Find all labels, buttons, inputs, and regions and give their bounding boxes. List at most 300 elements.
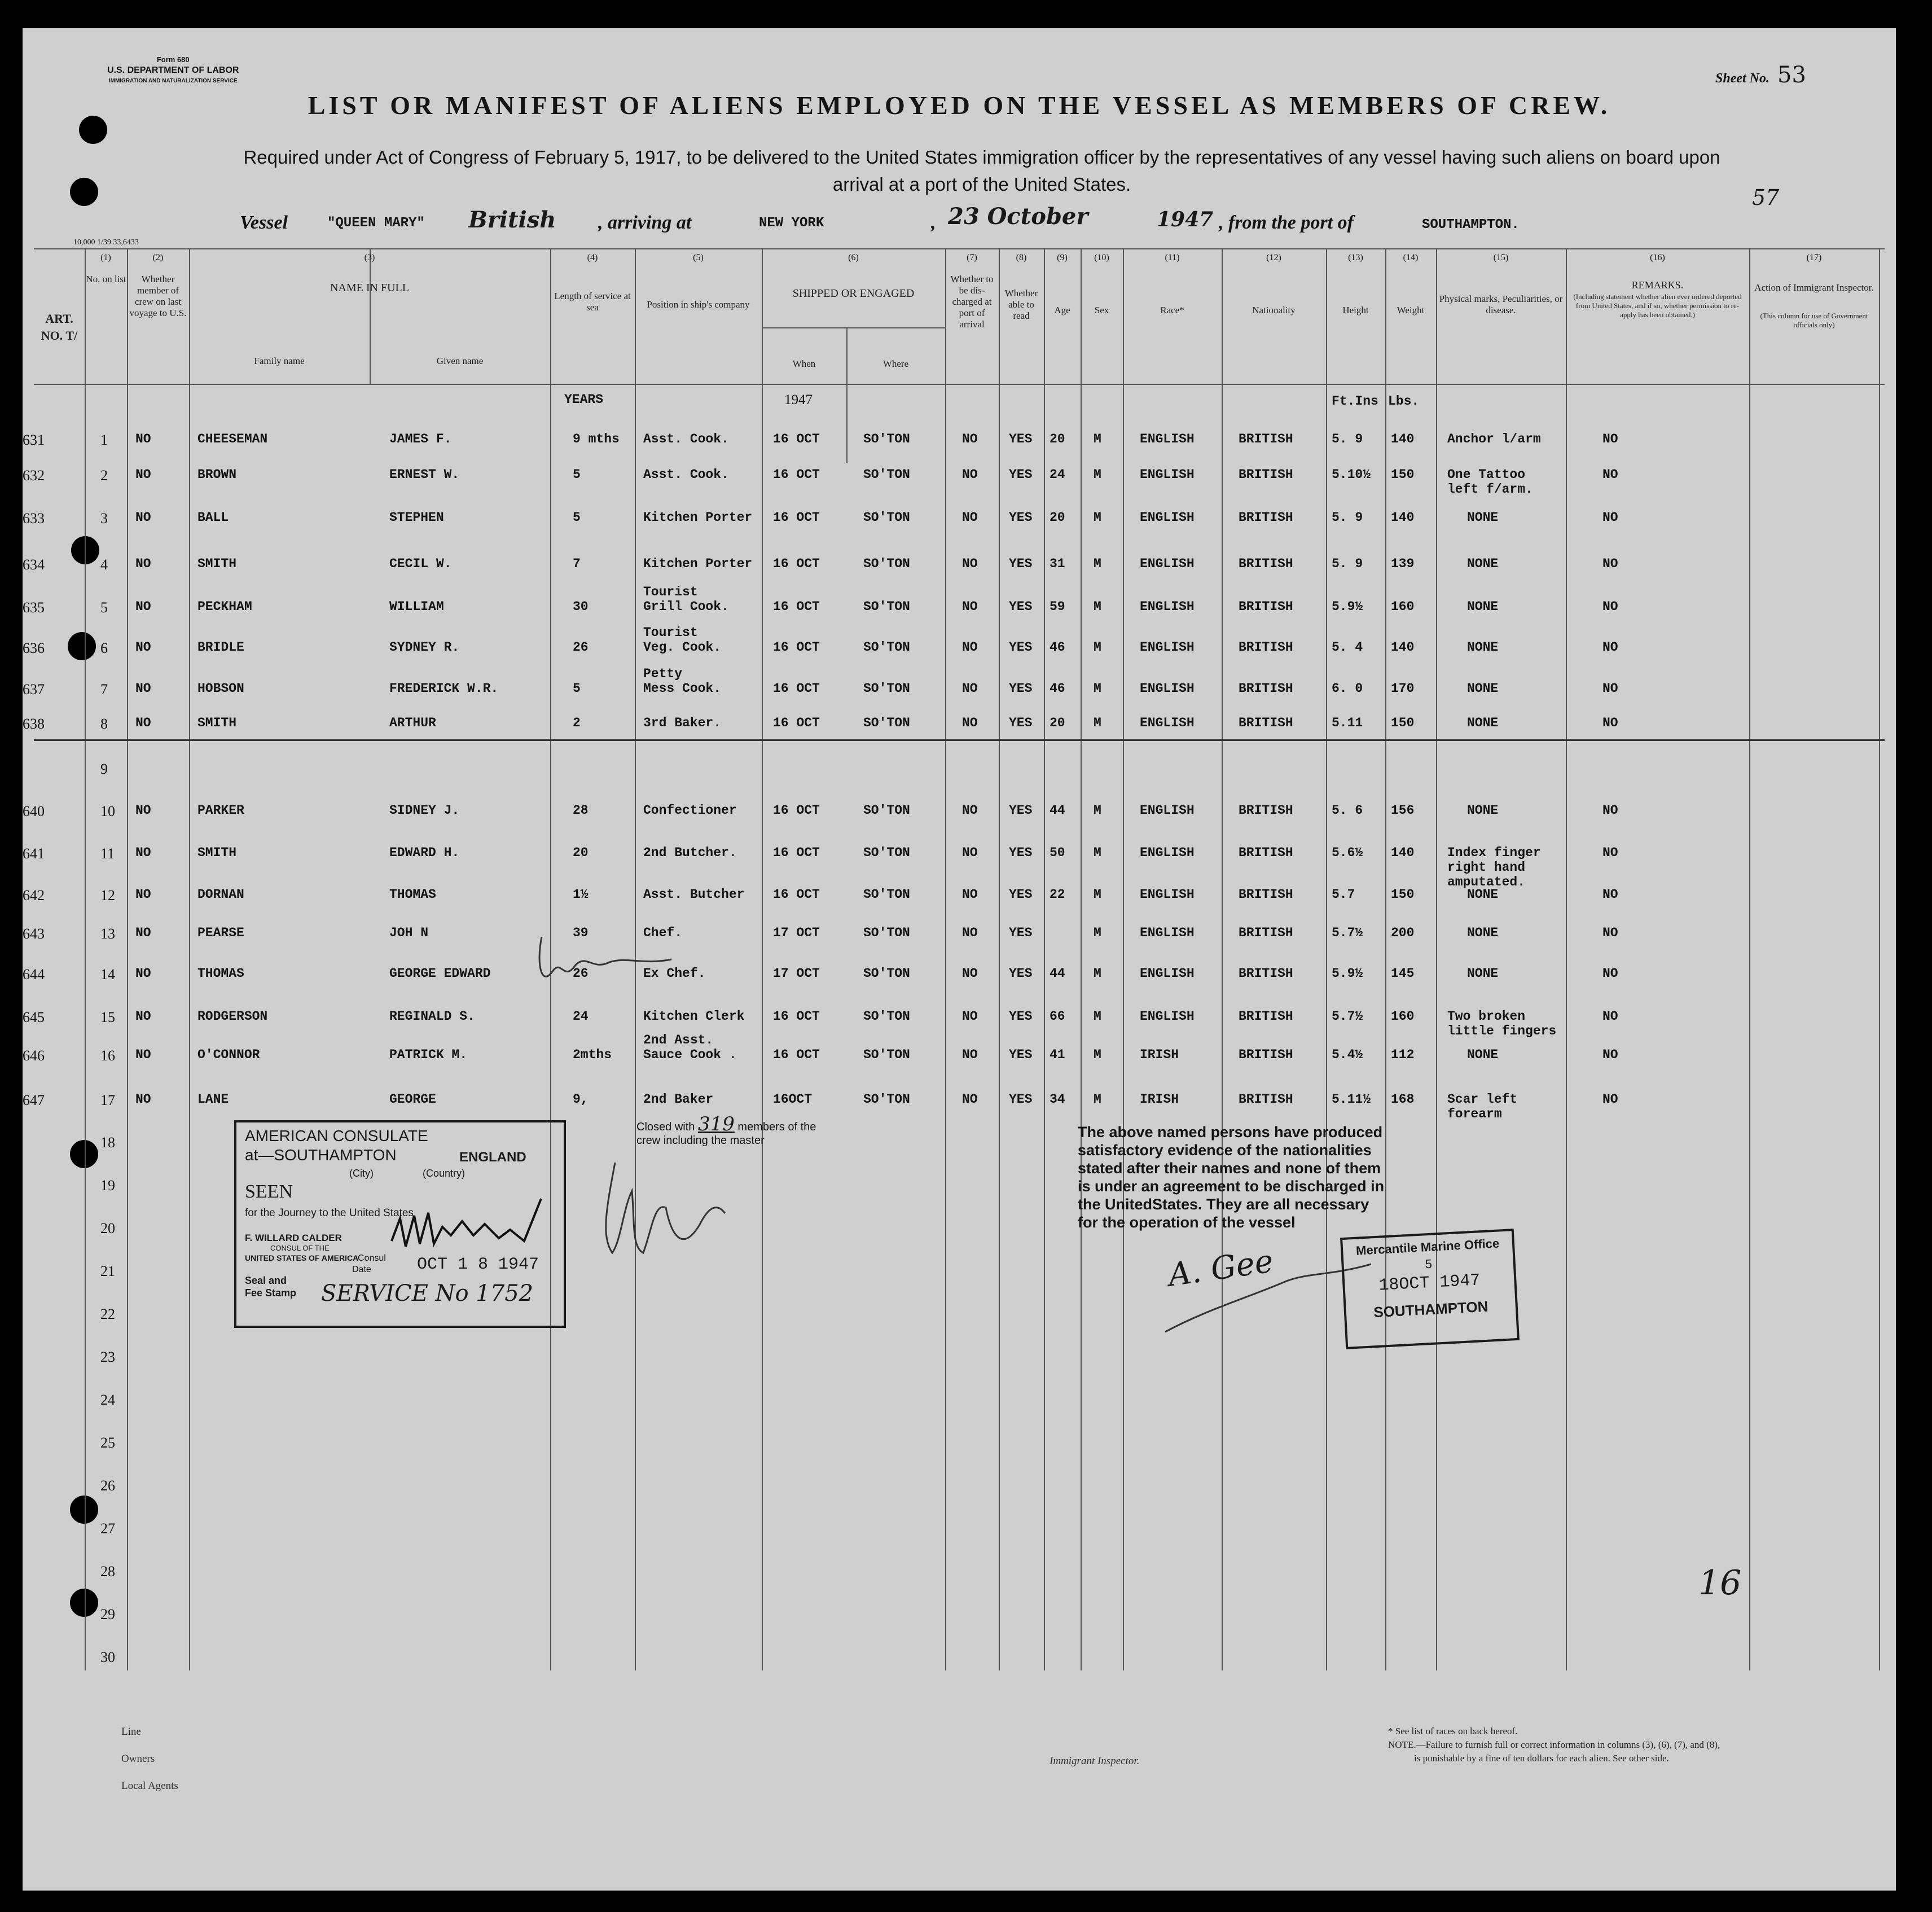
cell-height: 6. 0 (1332, 681, 1363, 696)
page-subtitle: Required under Act of Congress of February 5, 1917, to be delivered to the United States immigration officer by the representatives of any vessel having such aliens on board upon arrival at a port of the United States. (243, 147, 1720, 195)
cell-art: 646 (23, 1047, 45, 1064)
cell-where: SO'TON (863, 966, 910, 981)
form-number: Form 680 (156, 55, 190, 64)
cell-sex: M (1094, 599, 1101, 614)
cell-position: Kitchen Porter (643, 556, 753, 571)
cell-no: 7 (100, 681, 108, 698)
cell-no: 11 (100, 845, 115, 862)
cell-sex: M (1094, 467, 1101, 482)
cell-height: 5.11 (1332, 716, 1363, 730)
empty-row-number: 24 (100, 1392, 115, 1408)
cell-prev: NO (135, 845, 151, 860)
cell-disch: NO (962, 1009, 978, 1024)
cell-where: SO'TON (863, 803, 910, 818)
cell-position-line1: 2nd Asst. (643, 1033, 714, 1047)
cell-art: 643 (23, 926, 45, 942)
service: IMMIGRATION AND NATURALIZATION SERVICE (108, 78, 238, 84)
col-position: Position in ship's company (647, 299, 750, 310)
cell-disch: NO (962, 1047, 978, 1062)
cell-disch: NO (962, 1092, 978, 1107)
cell-read: YES (1009, 556, 1033, 571)
col-discharged: Whether to be dis-charged at port of arrival (950, 274, 994, 330)
cell-physical-marks: NONE (1467, 599, 1499, 614)
cell-prev: NO (135, 1009, 151, 1024)
col-action: Action of Immigrant Inspector. (1754, 282, 1874, 293)
cell-race: ENGLISH (1140, 716, 1195, 730)
cell-prev: NO (135, 467, 151, 482)
col-sex: Sex (1094, 305, 1109, 315)
cell-length: 7 (573, 556, 581, 571)
cell-where: SO'TON (863, 640, 910, 655)
cell-given: ERNEST W. (389, 467, 460, 482)
cell-read: YES (1009, 803, 1033, 818)
vessel-label: Vessel (240, 212, 288, 233)
cell-position: 3rd Baker. (643, 716, 722, 730)
cell-age: 24 (1050, 467, 1065, 482)
cell-no: 14 (100, 966, 115, 983)
cell-art: 636 (23, 640, 45, 656)
cell-where: SO'TON (863, 1092, 910, 1107)
cell-nat: BRITISH (1239, 845, 1293, 860)
arriving-port: NEW YORK (759, 216, 824, 231)
cell-family: PARKER (197, 803, 244, 818)
form-header (107, 54, 239, 86)
cell-read: YES (1009, 1047, 1033, 1062)
cell-physical-marks: One Tattoo (1447, 467, 1526, 482)
cell-when: 16 OCT (773, 845, 820, 860)
cell-disch: NO (962, 681, 978, 696)
cell-physical-marks: Anchor l/arm (1447, 432, 1541, 446)
cell-length: 2 (573, 716, 581, 730)
cell-where: SO'TON (863, 887, 910, 902)
closed-with-number: 319 (697, 1113, 735, 1135)
empty-row-number: 21 (100, 1263, 115, 1279)
consulate-stamp: AMERICAN CONSULATE at—SOUTHAMPTON ENGLAND (City) (Country) SEEN for the Journey to the United States F. WILLARD CALDER CONSUL OF THE UNITED STATES OF AMERICA Consul Date OCT 1 8 1947 Seal and Fee Stamp SERVICE No 1752 (234, 1120, 566, 1328)
cell-race: ENGLISH (1140, 599, 1195, 614)
cell-art: 645 (23, 1009, 45, 1025)
cell-physical-marks: NONE (1467, 966, 1499, 981)
cell-length: 2mths (573, 1047, 612, 1062)
cell-physical-marks: left f/arm. (1447, 482, 1533, 497)
cell-family: SMITH (197, 716, 237, 730)
cell-length: 5 (573, 681, 581, 696)
cell-position: 2nd Butcher. (643, 845, 737, 860)
cell-physical-marks: little fingers (1447, 1024, 1557, 1038)
col-whether-member: Whether member of crew on last voyage to U.S. (129, 274, 187, 318)
cell-family: BALL (197, 510, 229, 525)
closed-with-note: Closed with 319 members of the crew including the master (636, 1113, 816, 1147)
cell-race: ENGLISH (1140, 926, 1195, 940)
cell-race: ENGLISH (1140, 640, 1195, 655)
cell-age: 41 (1050, 1047, 1065, 1062)
col-given-name: Given name (436, 356, 484, 366)
cell-disch: NO (962, 467, 978, 482)
cell-no: 2 (100, 467, 108, 484)
cell-prev: NO (135, 432, 151, 446)
manifest-page: Form 680 U.S. DEPARTMENT OF LABOR IMMIGRATION AND NATURALIZATION SERVICE Sheet No. 53 LIST OR MANIFEST OF ALIENS EMPLOYED ON THE VESSEL AS MEMBERS OF CREW. Required under Act of Congress of February 5, 1917, to be delivered to the United States immigration officer by the representatives of any vessel having such aliens on board upon arrival at a port of the United States. 57 10,000 1/39 33,6433 Vessel "QUEEN MARY" British , arriving at NEW YORK , 23 October 1947 , from the port of SOUTHAMPTON. (1) (2) (3) (4) (5) (6) (7) (8) (9) (10) (11) (12) (13) (14) (15) (16) (17) ART. NO. T/ No. on list Whether member of crew on last voyage to U.S. NAME IN FULL Family name Given name Length of service at sea Position in ship's company SHIPPED OR ENGAGED When Where Whether to be dis-charged at port of arrival Whether able to read Age Sex Race* Nationality Height Weight Physical marks, Peculiarities, or disease. REMARKS. (Including statement whether alien ever ordered deported from United States, and if so, whether permission to re-apply has been obtained.) Action of Immigrant Inspector. (This column for use of Government officials only) YEARS 1947 Ft.Ins Lbs. 631 1 NO CHEESEMAN JAMES F. 9 mths 16 OCT SO'TON NO YES 20 M ENGLISH BRITISH 5. 9 140 NO Asst. Cook. Anchor l/arm 632 2 NO BROWN ERNEST W. 5 16 OCT SO'TON NO YES 24 M ENGLISH BRITISH 5.10½ 150 NO Asst. Cook. One Tattoo left f/arm. 633 3 NO BALL STEPHEN 5 16 OCT SO'TON NO YES 20 M ENGLISH BRITISH 5. 9 140 NO Kitchen Porter NONE 634 4 NO SMITH CECIL W. 7 16 OCT SO'TON NO YES 31 M ENGLISH BRITISH 5. 9 139 NO Kitchen Porter NONE 635 5 NO PECKHAM WILLIAM 30 16 OCT SO'TON NO YES 59 M ENGLISH BRITISH 5.9½ 160 NO Tourist Grill Cook. NONE 636 6 NO BRIDLE SYDNEY R. 26 16 OCT SO'TON NO YES 46 M ENGLISH BRITISH 5. 4 140 NO Tourist Veg. Cook. NONE 637 7 NO HOBSON FREDERICK W.R. 5 16 OCT SO'TON NO YES 46 M ENGLISH BRITISH 6. 0 170 NO Petty Mess Cook. NONE 638 8 NO SMITH ARTHUR 2 16 OCT SO'TON NO YES 20 M ENGLISH BRITISH 5.11 150 NO 3rd Baker. NONE 9 640 10 NO PARKER SIDNEY J. 28 16 OCT SO'TON NO YES 44 M ENGLISH BRITISH 5. 6 156 NO Confectioner NONE 641 11 NO SMITH EDWARD H. 20 16 OCT SO'TON NO YES 50 M ENGLISH BRITISH 5.6½ 140 NO 2nd Butcher. Index finger right hand amputated. 642 12 NO DORNAN THOMAS 1½ 16 OCT SO'TON NO YES 22 M ENGLISH BRITISH 5.7 150 NO Asst. Butcher NONE 643 13 NO PEARSE JOH N 39 17 OCT SO'TON NO YES M ENGLISH BRITISH 5.7½ 200 NO Chef. NONE 644 14 NO THOMAS GEORGE EDWARD 26 17 OCT SO'TON NO YES 44 M ENGLISH BRITISH 5.9½ 145 NO Ex Chef. NONE 645 15 NO RODGERSON REGINALD S. 24 16 OCT SO'TON NO YES 66 M ENGLISH BRITISH 5.7½ 160 NO Kitchen Clerk Two broken little fingers 646 16 NO O'CONNOR PATRICK M. 2mths 16 OCT SO'TON NO YES 41 M IRISH BRITISH 5.4½ 112 NO 2nd Asst. Sauce Cook . NONE 647 17 NO LANE GEORGE 9, 16OCT SO'TON NO YES 34 M IRISH BRITISH 5.11½ 168 NO 2nd Baker Scar left forearm 18 19 20 21 22 23 24 25 26 27 28 29 30 Closed with 319 members of the crew including the master AMERICAN CONSULATE at—SOUTHAMPTON ENGLAND (City) (Country) SEEN for the Journey to the United States F. WILLARD CALDER CONSUL OF THE UNITED STATES OF AMERICA Consul Date OCT 1 8 1947 Seal and Fee Stamp SERVICE No 1752 The above named persons have produced satisfactory evidence of the nationalities stated after their names and none of them is under an agreement to be discharged in the UnitedStates. They are all necessary for the operation of the vessel A. Gee Mercantile Marine Office 5 18OCT 1947 SOUTHAMPTON 16 Line Owners Local Agents Immigrant Inspector. * See list of races on back hereof. NOTE.—Failure to furnish full or correct information in columns (3), (6), (7), and (8), is punishable by a fine of ten dollars for each alien. See other side. (23, 28, 1896, 1891)
cell-sex: M (1094, 432, 1101, 446)
nationality-statement: The above named persons have produced satisfactory evidence of the nationalities stated after their names and none of them is under an agreement to be discharged in the UnitedStates. They are all necessary for the operation of the vessel (1078, 1124, 1385, 1231)
cell-given: WILLIAM (389, 599, 444, 614)
cell-position: Grill Cook. (643, 599, 729, 614)
cell-no: 10 (100, 803, 115, 819)
cell-physical-marks: amputated. (1447, 875, 1526, 889)
cell-height: 5.11½ (1332, 1092, 1371, 1107)
cell-disch: NO (962, 845, 978, 860)
cell-physical-marks: Index finger (1447, 845, 1541, 860)
cell-given: SYDNEY R. (389, 640, 460, 655)
cell-race: ENGLISH (1140, 556, 1195, 571)
cell-age: 46 (1050, 681, 1065, 696)
cell-height: 5. 6 (1332, 803, 1363, 818)
footer-agents-label: Local Agents (121, 1780, 178, 1792)
cell-when: 16 OCT (773, 1047, 820, 1062)
cell-sex: M (1094, 1009, 1101, 1024)
cell-nat: BRITISH (1239, 556, 1293, 571)
col-where: Where (882, 358, 909, 369)
empty-row-number: 27 (100, 1520, 115, 1537)
empty-row-number: 19 (100, 1177, 115, 1194)
empty-row-number: 23 (100, 1349, 115, 1365)
cell-when: 16 OCT (773, 599, 820, 614)
cell-length: 26 (573, 640, 589, 655)
cell-disch: NO (962, 803, 978, 818)
cell-given: PATRICK M. (389, 1047, 468, 1062)
cell-given: ARTHUR (389, 716, 436, 730)
cell-weight: 156 (1391, 803, 1415, 818)
col-physical: Physical marks, Peculiarities, or disease. (1439, 293, 1563, 315)
cell-read: YES (1009, 1092, 1033, 1107)
col-no-on-list: No. on list (86, 274, 126, 284)
col-when: When (792, 358, 816, 369)
cell-where: SO'TON (863, 716, 910, 730)
cell-weight: 140 (1391, 640, 1415, 655)
cell-family: DORNAN (197, 887, 244, 902)
cell-prev: NO (135, 681, 151, 696)
cell-weight: 140 (1391, 432, 1415, 446)
cell-age: 44 (1050, 966, 1065, 981)
cell-read: YES (1009, 432, 1033, 446)
cell-disch: NO (962, 887, 978, 902)
empty-row-number: 30 (100, 1649, 115, 1665)
cell-read: YES (1009, 510, 1033, 525)
cell-physical-marks: NONE (1467, 1047, 1499, 1062)
cell-nat: BRITISH (1239, 510, 1293, 525)
cell-when: 16OCT (773, 1092, 813, 1107)
cell-position: Sauce Cook . (643, 1047, 737, 1062)
cell-when: 16 OCT (773, 887, 820, 902)
cell-where: SO'TON (863, 845, 910, 860)
cell-remarks: NO (1602, 966, 1618, 981)
col-action-note: (This column for use of Government officials only) (1760, 312, 1868, 329)
cell-length: 9, (573, 1092, 589, 1107)
cell-weight: 112 (1391, 1047, 1415, 1062)
cell-position: Kitchen Clerk (643, 1009, 745, 1024)
cell-where: SO'TON (863, 510, 910, 525)
cell-given: JAMES F. (389, 432, 452, 446)
cell-race: ENGLISH (1140, 887, 1195, 902)
cell-no: 5 (100, 599, 108, 616)
cell-race: ENGLISH (1140, 432, 1195, 446)
cell-weight: 160 (1391, 599, 1415, 614)
check-mark-icon (530, 931, 677, 993)
vessel-flag: British (468, 207, 556, 233)
cell-family: O'CONNOR (197, 1047, 260, 1062)
page-title: LIST OR MANIFEST OF ALIENS EMPLOYED ON THE VESSEL AS MEMBERS OF CREW. (308, 91, 1611, 120)
cell-age: 59 (1050, 599, 1065, 614)
cell-given: JOH N (389, 926, 429, 940)
cell-art: 638 (23, 716, 45, 732)
cell-sex: M (1094, 716, 1101, 730)
cell-remarks: NO (1602, 432, 1618, 446)
cell-read: YES (1009, 640, 1033, 655)
cell-no: 3 (100, 510, 108, 527)
cell-no: 13 (100, 926, 115, 942)
cell-art: 634 (23, 556, 45, 573)
sheet-number (1715, 62, 1806, 88)
cell-sex: M (1094, 640, 1101, 655)
cell-remarks: NO (1602, 556, 1618, 571)
cell-disch: NO (962, 599, 978, 614)
cell-age: 31 (1050, 556, 1065, 571)
cell-race: ENGLISH (1140, 803, 1195, 818)
cell-weight: 150 (1391, 887, 1415, 902)
cell-no: 15 (100, 1009, 115, 1025)
cell-nat: BRITISH (1239, 926, 1293, 940)
cell-remarks: NO (1602, 467, 1618, 482)
inspector-initials-icon (598, 1140, 734, 1270)
cell-disch: NO (962, 510, 978, 525)
cell-height: 5. 9 (1332, 510, 1363, 525)
cell-weight: 150 (1391, 716, 1415, 730)
cell-no: 4 (100, 556, 108, 573)
cell-age: 66 (1050, 1009, 1065, 1024)
cell-physical-marks: NONE (1467, 716, 1499, 730)
col-family-name: Family name (254, 356, 305, 366)
cell-race: ENGLISH (1140, 966, 1195, 981)
cell-prev: NO (135, 510, 151, 525)
arrival-date: 23 October (948, 203, 1088, 230)
cell-physical-marks: forearm (1447, 1107, 1502, 1121)
cell-race: ENGLISH (1140, 845, 1195, 860)
cell-physical-marks: Two broken (1447, 1009, 1526, 1024)
cell-art: 647 (23, 1092, 45, 1108)
cell-prev: NO (135, 640, 151, 655)
cell-family: BRIDLE (197, 640, 244, 655)
cell-art: 640 (23, 803, 45, 819)
empty-row-number: 29 (100, 1606, 115, 1622)
cell-art: 635 (23, 599, 45, 616)
cell-where: SO'TON (863, 599, 910, 614)
cell-nat: BRITISH (1239, 1009, 1293, 1024)
binder-hole (70, 178, 98, 206)
cell-when: 16 OCT (773, 681, 820, 696)
cell-remarks: NO (1602, 599, 1618, 614)
cell-prev: NO (135, 926, 151, 940)
col-shipped: SHIPPED OR ENGAGED (792, 287, 915, 300)
empty-row-number: 26 (100, 1477, 115, 1494)
cell-age: 22 (1050, 887, 1065, 902)
col-race: Race* (1160, 305, 1184, 315)
department: U.S. DEPARTMENT OF LABOR (107, 65, 239, 75)
cell-art: 641 (23, 845, 45, 862)
cell-position: Asst. Cook. (643, 432, 729, 446)
empty-row-number: 25 (100, 1435, 115, 1451)
cell-weight: 170 (1391, 681, 1415, 696)
cell-race: ENGLISH (1140, 467, 1195, 482)
printer-line: 10,000 1/39 33,6433 (73, 238, 139, 247)
cell-physical-marks: NONE (1467, 803, 1499, 818)
empty-row-number: 28 (100, 1563, 115, 1580)
cell-length: 1½ (573, 887, 589, 902)
cell-weight: 200 (1391, 926, 1415, 940)
cell-remarks: NO (1602, 1047, 1618, 1062)
cell-height: 5.7½ (1332, 926, 1363, 940)
cell-remarks: NO (1602, 716, 1618, 730)
cell-nat: BRITISH (1239, 1047, 1293, 1062)
cell-length: 24 (573, 1009, 589, 1024)
footer-note: * See list of races on back hereof. NOTE.—Failure to furnish full or correct information in columns (3), (6), (7), and (8), is punishable by a fine of ten dollars for each alien. See other side. (1388, 1726, 1720, 1764)
cell-family: RODGERSON (197, 1009, 268, 1024)
cell-prev: NO (135, 887, 151, 902)
cell-weight: 139 (1391, 556, 1415, 571)
cell-prev: NO (135, 1047, 151, 1062)
cell-family: PEARSE (197, 926, 244, 940)
cell-art: 642 (23, 887, 45, 904)
cell-weight: 145 (1391, 966, 1415, 981)
cell-height: 5. 4 (1332, 640, 1363, 655)
cell-no: 12 (100, 887, 115, 904)
cell-when: 17 OCT (773, 926, 820, 940)
cell-height: 5.9½ (1332, 599, 1363, 614)
cell-given: STEPHEN (389, 510, 444, 525)
cell-art: 632 (23, 467, 45, 484)
empty-row-number: 22 (100, 1306, 115, 1322)
cell-art: 637 (23, 681, 45, 698)
cell-physical-marks: NONE (1467, 510, 1499, 525)
cell-sex: M (1094, 887, 1101, 902)
cell-where: SO'TON (863, 1009, 910, 1024)
col-name-in-full: NAME IN FULL (330, 282, 409, 294)
cell-sex: M (1094, 1047, 1101, 1062)
cell-age: 44 (1050, 803, 1065, 818)
cell-read: YES (1009, 887, 1033, 902)
sheet-value: 53 (1777, 62, 1806, 88)
cell-read: YES (1009, 467, 1033, 482)
empty-row-number: 20 (100, 1220, 115, 1236)
cell-height: 5.4½ (1332, 1047, 1363, 1062)
cell-when: 16 OCT (773, 803, 820, 818)
cell-when: 16 OCT (773, 1009, 820, 1024)
cell-position-line1: Tourist (643, 585, 698, 599)
cell-height: 5.7 (1332, 887, 1355, 902)
cell-when: 16 OCT (773, 640, 820, 655)
cell-where: SO'TON (863, 681, 910, 696)
cell-weight: 150 (1391, 467, 1415, 482)
cell-weight: 168 (1391, 1092, 1415, 1107)
cell-family: SMITH (197, 845, 237, 860)
cell-remarks: NO (1602, 887, 1618, 902)
cell-remarks: NO (1602, 1092, 1618, 1107)
cell-weight: 140 (1391, 510, 1415, 525)
footer-owners-label: Owners (121, 1753, 155, 1765)
cell-sex: M (1094, 966, 1101, 981)
cell-read: YES (1009, 716, 1033, 730)
cell-length: 5 (573, 467, 581, 482)
cell-age: 46 (1050, 640, 1065, 655)
cell-weight: 140 (1391, 845, 1415, 860)
cell-nat: BRITISH (1239, 599, 1293, 614)
cell-read: YES (1009, 681, 1033, 696)
cell-nat: BRITISH (1239, 887, 1293, 902)
cell-prev: NO (135, 966, 151, 981)
cell-nat: BRITISH (1239, 432, 1293, 446)
cell-length: 5 (573, 510, 581, 525)
cell-position: Kitchen Porter (643, 510, 753, 525)
cell-physical-marks: NONE (1467, 926, 1499, 940)
cell-position: 2nd Baker (643, 1092, 714, 1107)
cell-disch: NO (962, 966, 978, 981)
cell-sex: M (1094, 845, 1101, 860)
col-art-no: ART. NO. T/ (41, 312, 78, 343)
cell-nat: BRITISH (1239, 966, 1293, 981)
cell-prev: NO (135, 599, 151, 614)
cell-no: 16 (100, 1047, 115, 1064)
cell-height: 5.7½ (1332, 1009, 1363, 1024)
from-port: SOUTHAMPTON. (1422, 217, 1520, 233)
cell-length: 28 (573, 803, 589, 818)
cell-no: 8 (100, 716, 108, 732)
cell-height: 5.9½ (1332, 966, 1363, 981)
cell-remarks: NO (1602, 640, 1618, 655)
cell-position: Chef. (643, 926, 683, 940)
cell-where: SO'TON (863, 926, 910, 940)
cell-family: LANE (197, 1092, 229, 1107)
cell-physical-marks: right hand (1447, 860, 1526, 875)
cell-remarks: NO (1602, 845, 1618, 860)
cell-position: Veg. Cook. (643, 640, 722, 655)
master-signature: A. Gee (1166, 1243, 1276, 1294)
cell-disch: NO (962, 432, 978, 446)
cell-sex: M (1094, 510, 1101, 525)
cell-art: 633 (23, 510, 45, 527)
cell-sex: M (1094, 681, 1101, 696)
cell-given: FREDERICK W.R. (389, 681, 499, 696)
cell-height: 5.10½ (1332, 467, 1371, 482)
cell-family: PECKHAM (197, 599, 252, 614)
cell-given: THOMAS (389, 887, 436, 902)
consul-signature-icon (389, 1196, 558, 1258)
vessel-name: "QUEEN MARY" (327, 216, 425, 231)
cell-read: YES (1009, 599, 1033, 614)
cell-remarks: NO (1602, 1009, 1618, 1024)
cell-nat: BRITISH (1239, 803, 1293, 818)
cell-when: 16 OCT (773, 716, 820, 730)
cell-no: 1 (100, 432, 108, 448)
handwritten-16: 16 (1698, 1563, 1742, 1603)
cell-disch: NO (962, 716, 978, 730)
cell-where: SO'TON (863, 556, 910, 571)
cell-read: YES (1009, 845, 1033, 860)
cell-where: SO'TON (863, 432, 910, 446)
cell-where: SO'TON (863, 467, 910, 482)
cell-race: IRISH (1140, 1092, 1179, 1107)
cell-race: ENGLISH (1140, 681, 1195, 696)
cell-height: 5. 9 (1332, 556, 1363, 571)
cell-art: 644 (23, 966, 45, 983)
cell-position: Mess Cook. (643, 681, 722, 696)
empty-row-number: 18 (100, 1134, 115, 1151)
